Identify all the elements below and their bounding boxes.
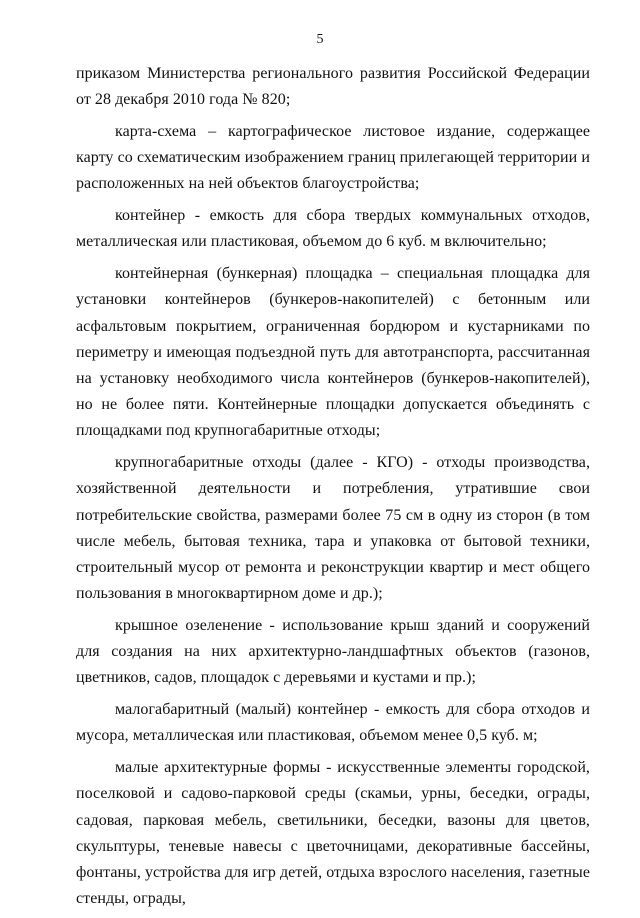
paragraph-map-scheme-definition: карта-схема – картографическое листовое издание, содержащее карту со схематическим изображением границ прилегающей территории и расположенных на ней объектов благоустройства; [76, 123, 590, 193]
paragraph-container-site-definition: контейнерная (бункерная) площадка – специальная площадка для установки контейнеров (бункеров-накопителей) с бетонным или асфальтовым покрытием, ограниченная бордюром и кустарниками по периметру и имеющая подъездной путь для автотранспорта, рассчитанная на установку необходимого числа контейнеров (бункеров-накопителей), но не более пяти. Контейнерные площадки допускается объединять с площадками под крупногабаритные отходы; [76, 265, 590, 440]
page-body [76, 61, 590, 918]
paragraph-small-architectural-forms-definition: малые архитектурные формы - искусственные элементы городской, поселковой и садово-парковой среды (скамьи, урны, беседки, ограды, садовая, парковая мебель, светильники, беседки, вазоны для цветов, скульптуры, теневые навесы с цветочницами, декоративные бассейны, фонтаны, устройства для игр детей, отдыха взрослого населения, газетные стенды, ограды, [76, 759, 590, 908]
paragraph-bulky-waste-definition: крупногабаритные отходы (далее - КГО) - отходы производства, хозяйственной деятельности и потребления, утратившие свои потребительские свойства, размерами более 75 см в одну из сторон (в том числе мебель, бытовая техника, тара и упаковка от бытовой техники, строительный мусор от ремонта и реконструкции квартир и мест общего пользования в многоквартирном доме и др.); [76, 454, 590, 603]
page-number: 5 [316, 32, 324, 47]
paragraph-roof-greening-definition: крышное озеленение - использование крыш зданий и сооружений для создания на них архитектурно-ландшафтных объектов (газонов, цветников, садов, площадок с деревьями и кустами и пр.); [76, 617, 590, 687]
paragraph-container-definition: контейнер - емкость для сбора твердых коммунальных отходов, металлическая или пластиковая, объемом до 6 куб. м включительно; [76, 207, 590, 251]
paragraph-small-container-definition: малогабаритный (малый) контейнер - емкость для сбора отходов и мусора, металлическая или пластиковая, объемом менее 0,5 куб. м; [76, 701, 590, 745]
paragraph-order-reference-continuation: приказом Министерства регионального развития Российской Федерации от 28 декабря 2010 года № 820; [76, 65, 590, 109]
